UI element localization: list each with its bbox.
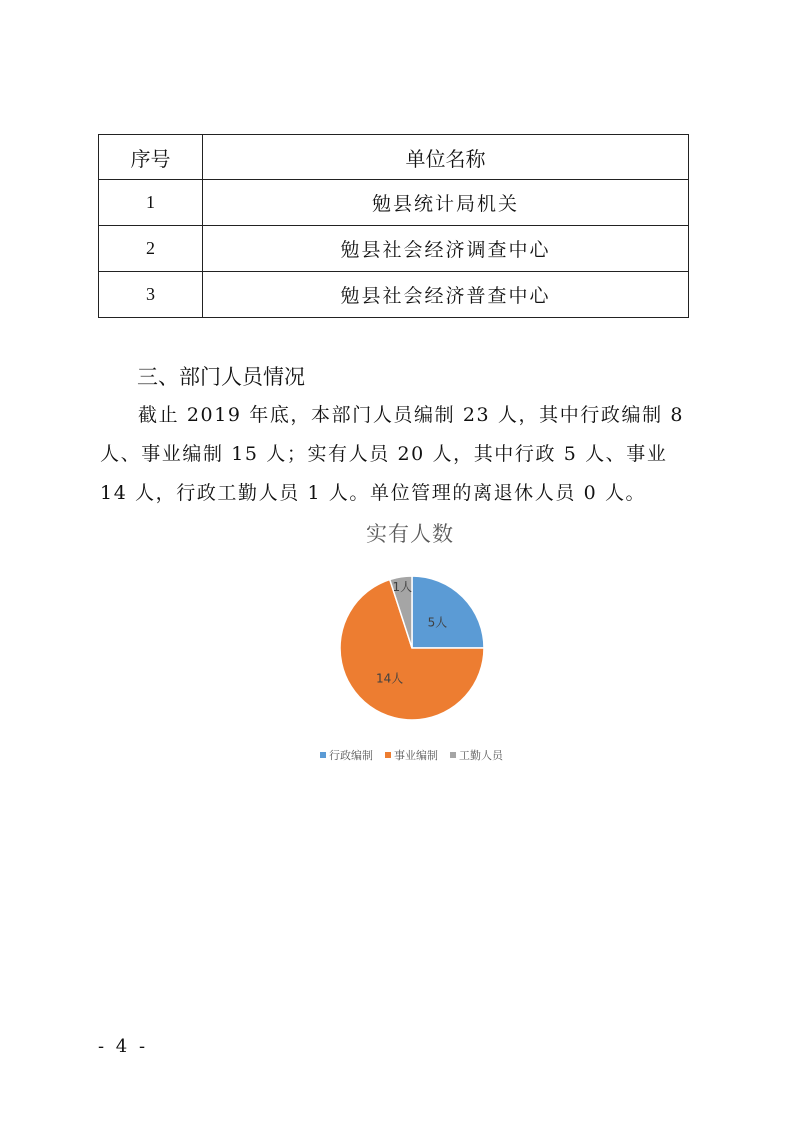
chart-title: 实有人数 <box>366 522 454 546</box>
page-number: - 4 - <box>98 1036 149 1057</box>
pie-slice-1 <box>412 576 484 648</box>
table-row <box>99 226 689 272</box>
row-serial-number: 3 <box>99 272 203 318</box>
pie-chart <box>330 566 494 730</box>
pie-data-label-1: 5人 <box>427 615 448 630</box>
units-table <box>98 134 689 318</box>
legend-label: 事业编制 <box>394 749 438 762</box>
header-unit-name: 单位名称 <box>203 135 689 180</box>
chart-legend <box>320 747 503 763</box>
legend-label: 工勤人员 <box>459 749 503 762</box>
table-row <box>99 180 689 226</box>
table-header-row <box>99 135 689 180</box>
pie-data-label-3: 1人 <box>392 579 413 594</box>
row-serial-number: 1 <box>99 180 203 226</box>
header-serial-number: 序号 <box>99 135 203 180</box>
section-heading: 三、部门人员情况 <box>137 365 305 389</box>
legend-swatch-institution <box>385 752 391 758</box>
legend-swatch-administrative <box>320 752 326 758</box>
row-serial-number: 2 <box>99 226 203 272</box>
legend-item-logistics <box>450 747 503 763</box>
legend-item-institution <box>385 747 438 763</box>
row-unit-name: 勉县社会经济普查中心 <box>203 272 689 318</box>
legend-label: 行政编制 <box>329 749 373 762</box>
staffing-paragraph: 截止 2019 年底，本部门人员编制 23 人，其中行政编制 8 人、事业编制 15 人；实有人员 20 人，其中行政 5 人、事业 14 人，行政工勤人员 1 人。单位管理的离退休人员 0 人。 <box>100 404 685 504</box>
table-row <box>99 272 689 318</box>
row-unit-name: 勉县社会经济调查中心 <box>203 226 689 272</box>
legend-item-administrative <box>320 747 373 763</box>
pie-data-label-2: 14人 <box>376 671 404 686</box>
row-unit-name: 勉县统计局机关 <box>203 180 689 226</box>
legend-swatch-logistics <box>450 752 456 758</box>
